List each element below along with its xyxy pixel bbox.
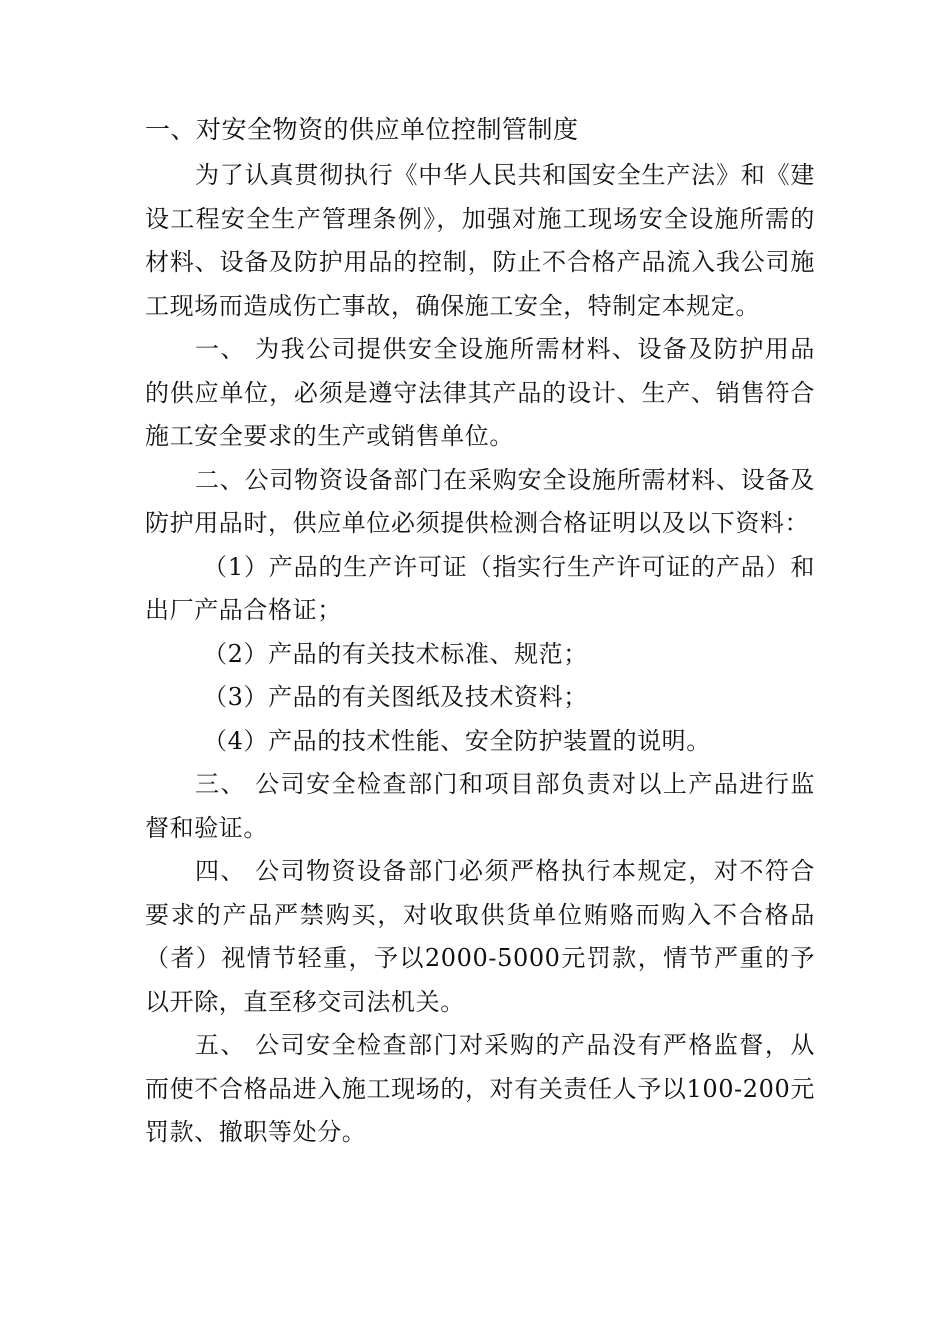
list-item-4: （4）产品的技术性能、安全防护装置的说明。 — [203, 726, 711, 755]
rule-5-paragraph: 五、 公司安全检查部门对采购的产品没有严格监督，从而使不合格品进入施工现场的，对有关责任人予以100-200元罚款、撤职等处分。 — [145, 1031, 815, 1146]
intro-paragraph: 为了认真贯彻执行《中华人民共和国安全生产法》和《建设工程安全生产管理条例》，加强对施工现场安全设施所需的材料、设备及防护用品的控制，防止不合格产品流入我公司施工现场而造成伤亡事故，确保施工安全，特制定本规定。 — [145, 161, 815, 320]
section-heading: 一、对安全物资的供应单位控制管制度 — [145, 115, 579, 144]
document-body — [145, 110, 815, 1155]
list-item-2: （2）产品的有关技术标准、规范； — [203, 639, 588, 668]
list-item-1: （1）产品的生产许可证（指实行生产许可证的产品）和出厂产品合格证； — [145, 552, 815, 624]
list-item-3: （3）产品的有关图纸及技术资料； — [203, 683, 588, 711]
rule-2-paragraph: 二、公司物资设备部门在采购安全设施所需材料、设备及防护用品时，供应单位必须提供检测合格证明以及以下资料： — [145, 465, 815, 537]
rule-4-paragraph: 四、 公司物资设备部门必须严格执行本规定，对不符合要求的产品严禁购买，对收取供货单位贿赂而购入不合格品（者）视情节轻重，予以2000-5000元罚款，情节严重的予以开除，直至移交司法机关。 — [145, 857, 815, 1016]
rule-1-paragraph: 一、 为我公司提供安全设施所需材料、设备及防护用品的供应单位，必须是遵守法律其产品的设计、生产、销售符合施工安全要求的生产或销售单位。 — [145, 335, 815, 450]
rule-3-paragraph: 三、 公司安全检查部门和项目部负责对以上产品进行监督和验证。 — [145, 770, 815, 842]
